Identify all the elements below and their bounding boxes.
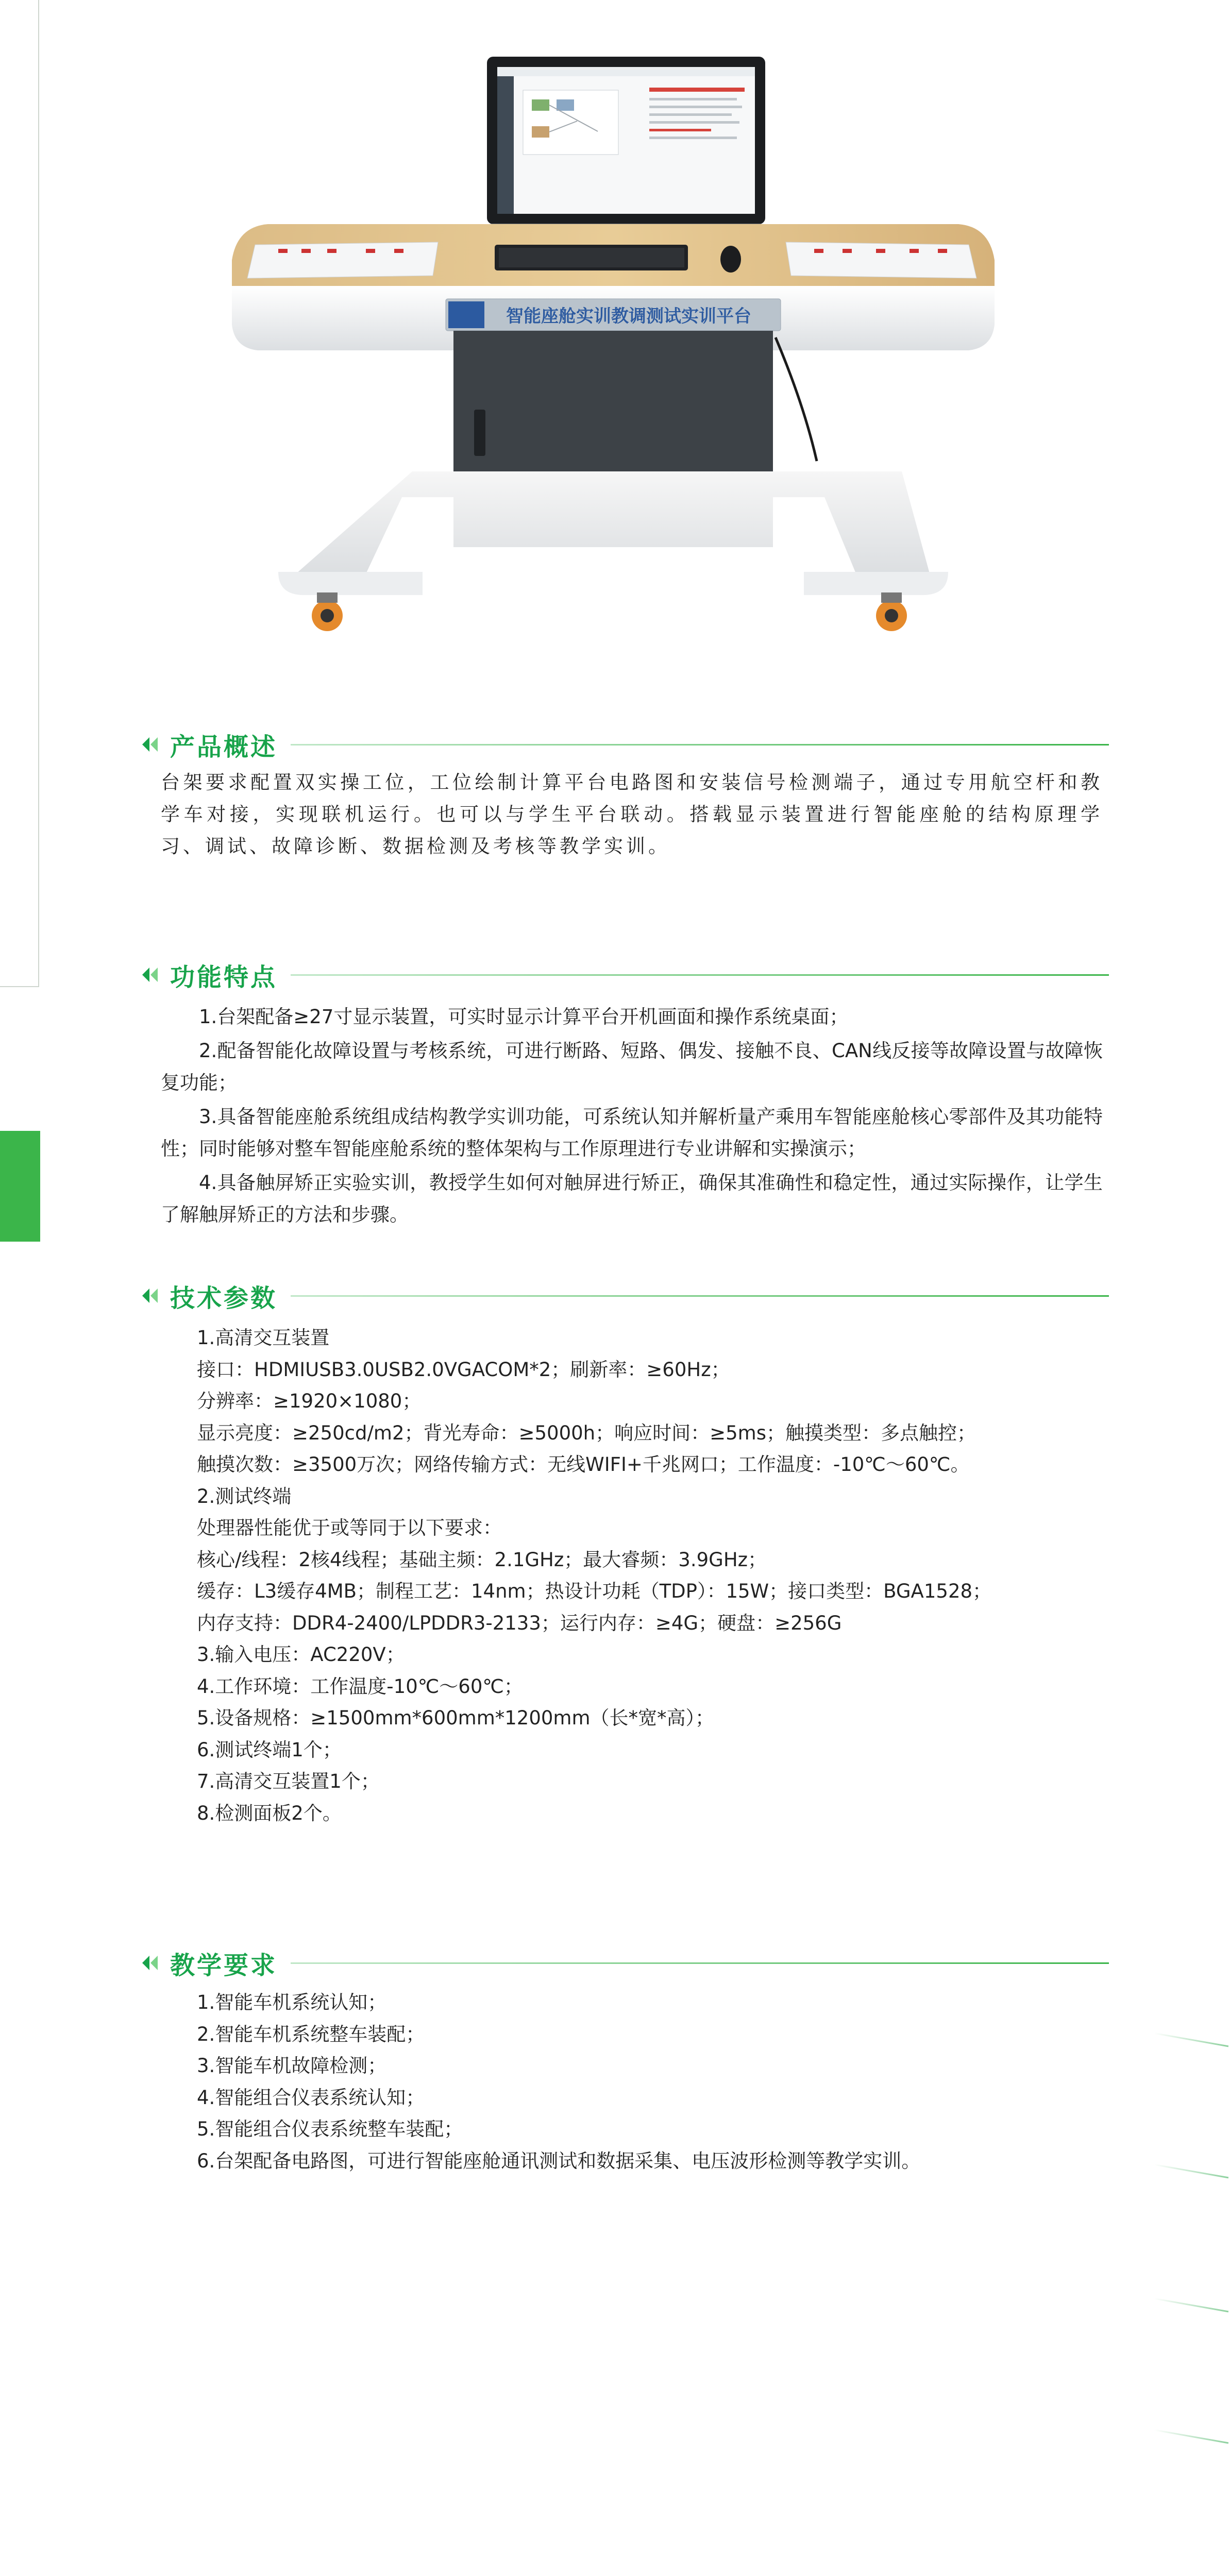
features-rule bbox=[291, 974, 1109, 976]
leaf-icon bbox=[140, 733, 163, 756]
spec-line: 核心/线程：2核4线程；基础主频：2.1GHz；最大睿频：3.9GHz； bbox=[197, 1548, 767, 1571]
specs-title: 技术参数 bbox=[170, 1283, 278, 1313]
leaf-icon bbox=[140, 963, 163, 986]
overview-title: 产品概述 bbox=[170, 732, 278, 761]
spec-line: 7.高清交互装置1个； bbox=[197, 1770, 380, 1792]
front-banner-text: 智能座舱实训教调测试实训平台 bbox=[506, 306, 751, 327]
specs-list bbox=[197, 1322, 1104, 1829]
teaching-line: 6.台架配备电路图，可进行智能座舱通讯测试和数据采集、电压波形检测等教学实训。 bbox=[197, 2149, 921, 2172]
overview-rule bbox=[291, 744, 1109, 745]
training-platform-image bbox=[216, 49, 1010, 647]
spec-line: 2.测试终端 bbox=[197, 1485, 292, 1507]
leaf-icon bbox=[140, 1284, 163, 1307]
left-edge-rule bbox=[38, 0, 39, 987]
teaching-rule bbox=[291, 1962, 1109, 1964]
spec-line: 内存支持：DDR4-2400/LPDDR3-2133；运行内存：≥4G；硬盘：≥256G bbox=[197, 1612, 842, 1634]
features-list bbox=[161, 1001, 1103, 1233]
decorative-line-4 bbox=[1154, 2429, 1228, 2444]
teaching-heading bbox=[140, 1945, 1109, 1981]
teaching-line: 2.智能车机系统整车装配； bbox=[197, 2023, 425, 2045]
teaching-title: 教学要求 bbox=[170, 1951, 278, 1980]
left-edge-rule-foot bbox=[0, 986, 39, 987]
decorative-line-3 bbox=[1154, 2298, 1228, 2312]
feature-item: 3.具备智能座舱系统组成结构教学实训功能，可系统认知并解析量产乘用车智能座舱核心零部件及其功能特性；同时能够对整车智能座舱系统的整体架构与工作原理进行专业讲解和实操演示； bbox=[161, 1106, 1103, 1160]
specs-rule bbox=[291, 1295, 1109, 1297]
teaching-line: 1.智能车机系统认知； bbox=[197, 1991, 387, 2013]
caster-wheels bbox=[312, 592, 907, 631]
spec-line: 5.设备规格：≥1500mm*600mm*1200mm（长*宽*高）； bbox=[197, 1707, 715, 1729]
feature-item: 1.台架配备≥27寸显示装置，可实时显示计算平台开机画面和操作系统桌面； bbox=[199, 1006, 849, 1028]
spec-line: 4.工作环境：工作温度-10℃～60℃； bbox=[197, 1675, 523, 1698]
green-side-tab bbox=[0, 1131, 40, 1242]
decorative-line-2 bbox=[1154, 2164, 1228, 2178]
spec-line: 分辨率：≥1920×1080； bbox=[197, 1390, 422, 1412]
feature-item: 4.具备触屏矫正实验实训，教授学生如何对触屏进行矫正，确保其准确性和稳定性，通过实际操作，让学生了解触屏矫正的方法和步骤。 bbox=[161, 1172, 1103, 1226]
leaf-icon bbox=[140, 1952, 163, 1974]
feature-item: 2.配备智能化故障设置与考核系统，可进行断路、短路、偶发、接触不良、CAN线反接等故障设置与故障恢复功能； bbox=[161, 1040, 1103, 1094]
teaching-list bbox=[197, 1987, 1104, 2177]
spec-line: 触摸次数：≥3500万次；网络传输方式：无线WIFI+千兆网口；工作温度：-10℃～60℃。 bbox=[197, 1453, 970, 1476]
specs-heading bbox=[140, 1278, 1109, 1314]
spec-line: 6.测试终端1个； bbox=[197, 1738, 342, 1761]
features-title: 功能特点 bbox=[170, 962, 278, 992]
spec-line: 处理器性能优于或等同于以下要求： bbox=[197, 1517, 502, 1539]
teaching-line: 5.智能组合仪表系统整车装配； bbox=[197, 2118, 463, 2140]
spec-line: 8.检测面板2个。 bbox=[197, 1802, 342, 1824]
overview-text: 台架要求配置双实操工位，工位绘制计算平台电路图和安装信号检测端子，通过专用航空杆和教学车对接，实现联机运行。也可以与学生平台联动。搭载显示装置进行智能座舱的结构原理学习、调试、故障诊断、数据检测及考核等教学实训。 bbox=[161, 771, 1103, 857]
overview-heading bbox=[140, 726, 1109, 762]
monitor bbox=[487, 57, 765, 224]
spec-line: 接口：HDMIUSB3.0USB2.0VGACOM*2；刷新率：≥60Hz； bbox=[197, 1358, 730, 1381]
spec-line: 3.输入电压：AC220V； bbox=[197, 1643, 405, 1666]
features-heading bbox=[140, 957, 1109, 993]
teaching-line: 4.智能组合仪表系统认知； bbox=[197, 2086, 425, 2109]
spec-line: 显示亮度：≥250cd/m2；背光寿命：≥5000h；响应时间：≥5ms；触摸类型：多点触控； bbox=[197, 1421, 976, 1444]
spec-line: 1.高清交互装置 bbox=[197, 1327, 330, 1349]
spec-line: 缓存：L3缓存4MB；制程工艺：14nm；热设计功耗（TDP）：15W；接口类型：BGA1528； bbox=[197, 1580, 992, 1602]
decorative-line-1 bbox=[1154, 2032, 1228, 2047]
teaching-line: 3.智能车机故障检测； bbox=[197, 2055, 387, 2077]
